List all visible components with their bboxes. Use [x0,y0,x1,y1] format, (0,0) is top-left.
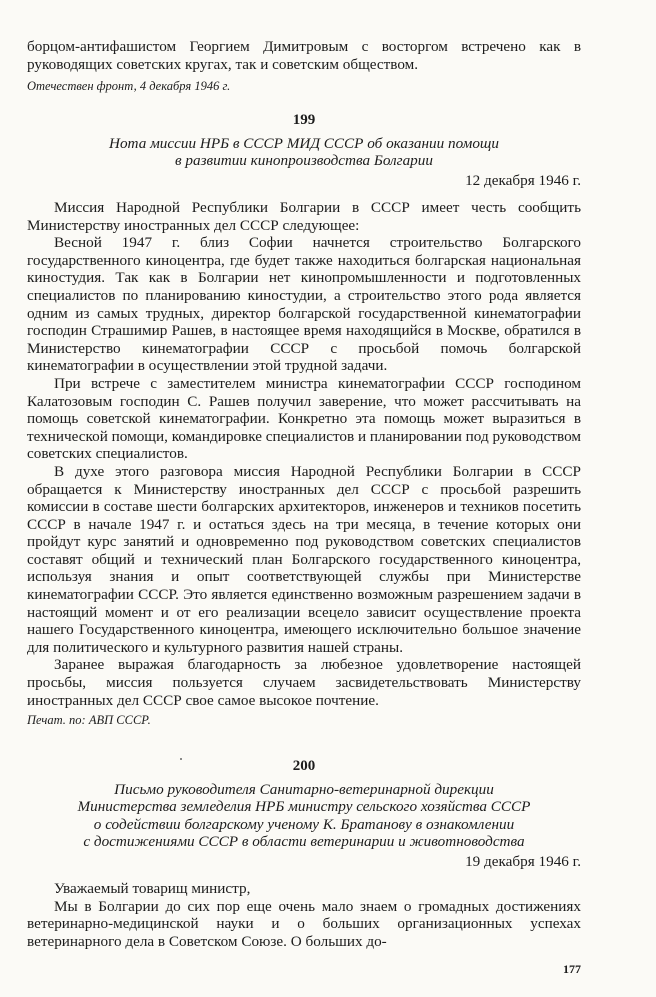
document-199-paragraph-5: Заранее выражая благодарность за любезное удовлетворение настоящей просьбы, миссия пользуется случаем засвидетельствовать Министерству иностранных дел СССР свое самое высокое почтение. [27,656,581,709]
document-199-body [27,199,581,728]
source-note-199: Печат. по: АВП СССР. [27,713,151,728]
document-200-header [27,758,581,871]
document-200-body [27,880,581,950]
top-continuation [27,38,581,94]
document-199-date: 12 декабря 1946 г. [465,171,581,189]
document-199-paragraph-1: Миссия Народной Республики Болгарии в СССР имеет честь сообщить Министерству иностранных дел СССР следующее: [27,199,581,234]
document-200-paragraph-1: Мы в Болгарии до сих пор еще очень мало знаем о громадных достижениях ветеринарно-медицинской науки и о больших организационных успехах ветеринарного дела в Советском Союзе. О больших до- [27,897,581,950]
document-199-paragraph-3: При встрече с заместителем министра кинематографии СССР господином Калатозовым господин С. Рашев получил заверение, что может рассчитывать на помощь советской кинематографии. Конкретно эта помощь может выразиться в технической помощи, командировке специалистов и планировании под руководством советских специалистов. [27,374,581,463]
document-200-date: 19 декабря 1946 г. [465,852,581,870]
document-199-paragraph-2: Весной 1947 г. близ Софии начнется строительство Болгарского государственного киноцентра, где будет также находиться болгарская национальная киностудия. Так как в Болгарии нет кинопромышленности и подготовленных специалистов по планированию киностудии, а строительство этого рода является одним из самых трудных, директор болгарской государственной кинематографии господин Страшимир Рашев, в настоящее время находящийся в Москве, обратился в Министерство кинематографии СССР с просьбой помочь болгарской кинематографии в осуществлении этой трудной задачи. [27,234,581,375]
document-200-title-line-3: о содействии болгарскому ученому К. Братанову в ознакомлении [93,815,515,833]
page-number: 177 [563,962,581,976]
document-200-salutation: Уважаемый товарищ министр, [54,880,251,897]
document-number-200: 200 [292,758,316,774]
continuation-paragraph: борцом-антифашистом Георгием Димитровым с восторгом встречено как в руководящих советских кругах, так и советским обществом. [27,38,581,73]
document-200-title-line-4: с достижениями СССР в области ветеринарии и животноводства [83,833,525,851]
document-200-title-line-2: Министерства земледелия НРБ министру сельского хозяйства СССР [77,798,531,816]
document-number-199: 199 [292,112,316,128]
document-199-header [27,112,581,190]
document-200-title-line-1: Письмо руководителя Санитарно-ветеринарной дирекции [114,781,494,798]
source-note-top: Отечествен фронт, 4 декабря 1946 г. [27,79,231,94]
document-199-title-line-2: в развитии кинопроизводства Болгарии [175,152,433,170]
document-199-title-line-1: Нота миссии НРБ в СССР МИД СССР об оказании помощи [109,135,499,152]
document-199-paragraph-4: В духе этого разговора миссия Народной Республики Болгарии в СССР обращается к Министерству иностранных дел СССР с просьбой разрешить комиссии в составе шести болгарских архитекторов, инженеров и техников посетить СССР в начале 1947 г. и остаться здесь на три месяца, в течение которых они пройдут курс занятий и одновременно под руководством советских специалистов составят общий и технический план Болгарского государственного киноцентра, используя знания и опыт соответствующей службы при Министерстве кинематографии СССР. Это является единственно возможным разрешением задачи в настоящий момент и от его реализации всецело зависит осуществление проекта нашего Государственного киноцентра, имеющего исключительно большое значение для политического и культурного развития нашей страны. [27,462,581,656]
